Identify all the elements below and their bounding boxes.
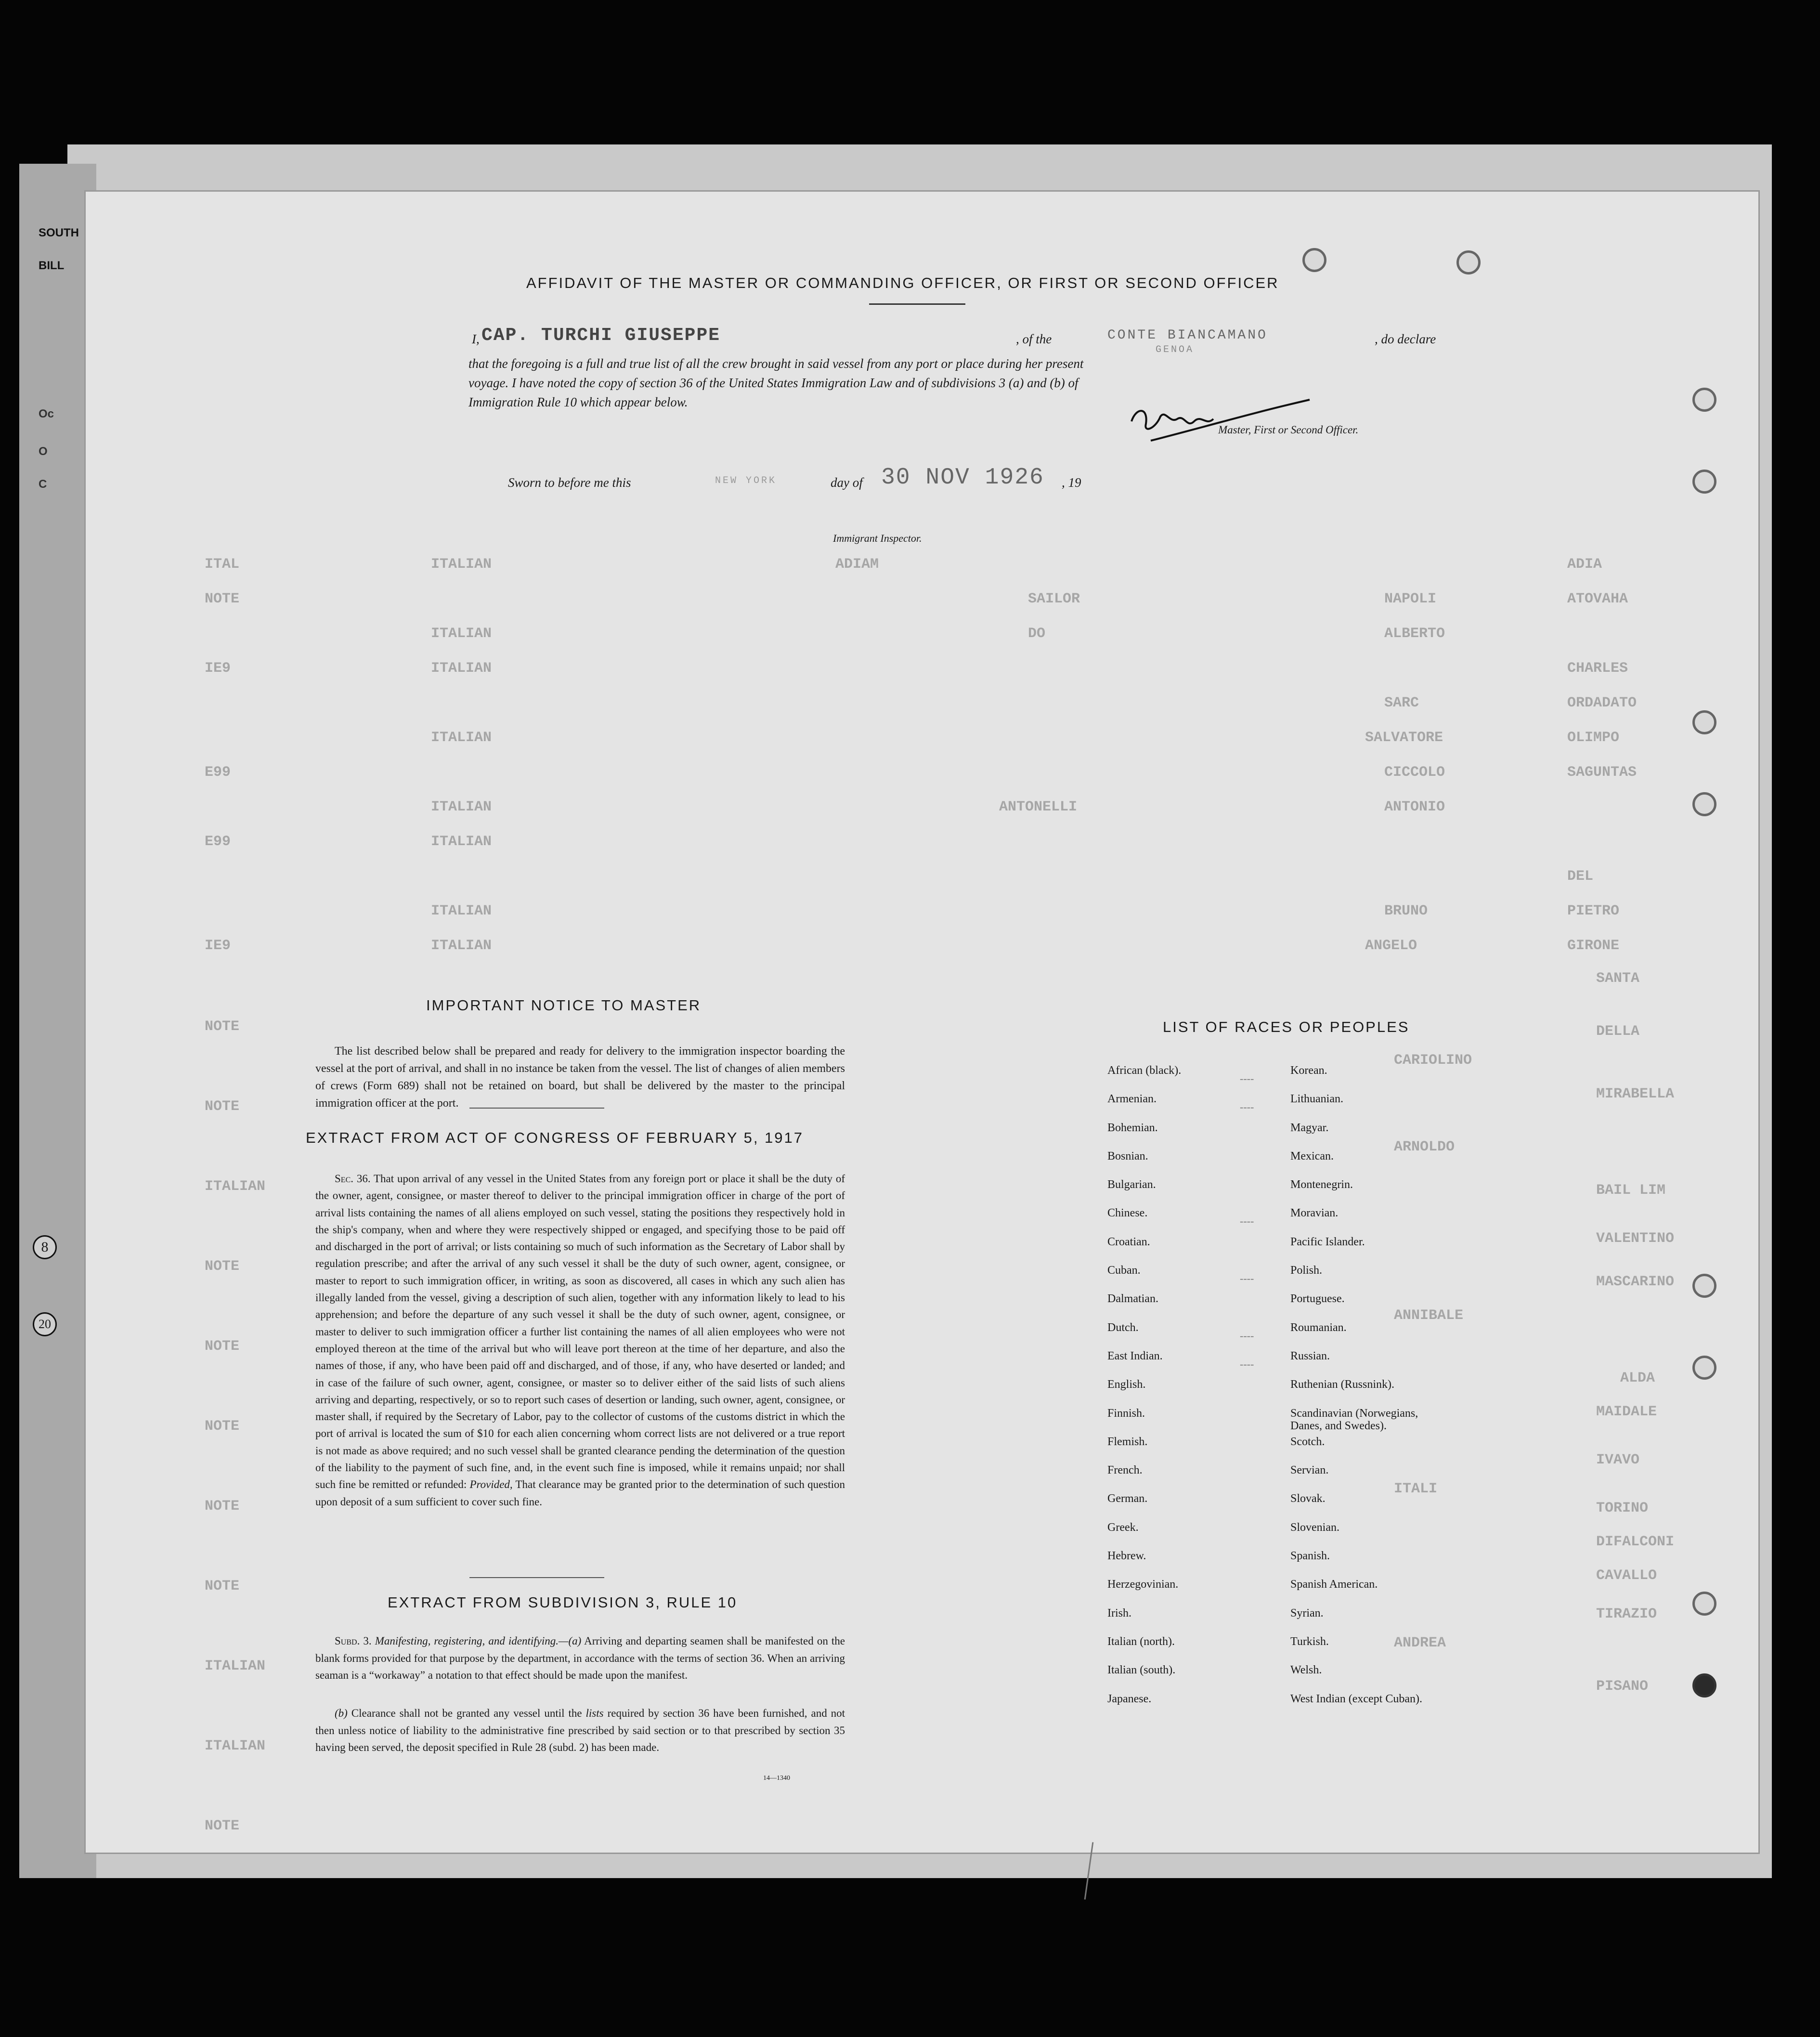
sworn-place-stamp: NEW YORK: [715, 475, 777, 486]
bleed-cell: OLIMPO: [1567, 730, 1620, 746]
bleed-cell: ITALIAN: [431, 799, 492, 815]
dash-mark: ----: [1240, 1358, 1254, 1370]
section-label: Sec. 36.: [335, 1173, 371, 1185]
race-item: Slovenian.: [1290, 1521, 1339, 1534]
vessel-name: CONTE BIANCAMANO: [1107, 328, 1268, 343]
left-edge-label: BILL: [39, 259, 65, 272]
race-item: Welsh.: [1290, 1664, 1322, 1677]
left-edge-label: O: [39, 445, 48, 458]
bleed-cell: DELLA: [1596, 1023, 1640, 1040]
day-of-label: day of: [831, 475, 863, 490]
race-item: Dalmatian.: [1107, 1293, 1158, 1306]
race-item: Russian.: [1290, 1349, 1330, 1362]
declaration-line-2: that the foregoing is a full and true list of all the crew brought in said vessel from any port or place during her present: [468, 356, 1084, 371]
declare-label: , do declare: [1375, 332, 1436, 346]
bleed-cell: ITALIAN: [205, 1658, 266, 1674]
race-item: Finnish.: [1107, 1407, 1145, 1420]
races-left-column: [1107, 1064, 1252, 1721]
race-item: Turkish.: [1290, 1635, 1329, 1648]
left-edge-label: C: [39, 478, 47, 491]
punch-hole: [1692, 792, 1716, 816]
para-b-label: (b): [335, 1707, 348, 1719]
bleed-cell: ANTONIO: [1384, 799, 1445, 815]
race-item: Hebrew.: [1107, 1550, 1146, 1563]
bleed-cell: NOTE: [205, 1258, 240, 1275]
race-item: Bohemian.: [1107, 1121, 1158, 1134]
race-item: Korean.: [1290, 1064, 1327, 1077]
bleed-cell: PISANO: [1596, 1678, 1649, 1695]
race-item: Chinese.: [1107, 1207, 1148, 1220]
bleed-cell: NOTE: [205, 1498, 240, 1515]
bleed-cell: ALDA: [1620, 1370, 1655, 1386]
dash-mark: ----: [1240, 1329, 1254, 1342]
bleed-cell: GIRONE: [1567, 938, 1620, 954]
race-dashes: [1240, 1064, 1288, 1378]
bleed-cell: E99: [205, 764, 231, 781]
bleed-cell: ANGELO: [1365, 938, 1417, 954]
bleed-cell: DO: [1028, 626, 1046, 642]
declaration-line-1: [472, 325, 1459, 355]
declaration-line-4: Immigration Rule 10 which appear below.: [468, 395, 688, 409]
sworn-line: [508, 465, 1182, 494]
notice-title: IMPORTANT NOTICE TO MASTER: [426, 997, 702, 1014]
affidavit-sheet: [84, 190, 1760, 1854]
race-item: German.: [1107, 1492, 1148, 1505]
section-rule: [469, 1108, 604, 1109]
section-rule: [469, 1577, 604, 1578]
race-item: Montenegrin.: [1290, 1178, 1353, 1191]
bleed-cell: NOTE: [205, 1578, 240, 1594]
bleed-cell: SALVATORE: [1365, 730, 1443, 746]
bleed-cell: SAILOR: [1028, 591, 1080, 607]
race-item: French.: [1107, 1464, 1143, 1477]
vessel-port: GENOA: [1156, 344, 1195, 355]
bleed-cell: DIFALCONI: [1596, 1534, 1675, 1550]
section-text-end: That clearance may be granted prior to the determination of such question upon deposit of a sum sufficient to cover such fine.: [315, 1478, 845, 1508]
punch-hole: [1692, 388, 1716, 412]
races-title: LIST OF RACES OR PEOPLES: [1163, 1018, 1410, 1035]
para-b-text-2: required by section 36 have been furnished, and not then unless notice of liability to the administrative fine prescribed by said section or to that prescribed by section 35 having been served, the deposit specified in Rule 28 (subd. 2) has been made.: [315, 1707, 845, 1753]
master-signature: [1122, 395, 1324, 448]
bleed-cell: ANTONELLI: [999, 799, 1078, 815]
bleed-cell: ITALIAN: [431, 660, 492, 677]
race-item: Spanish American.: [1290, 1578, 1378, 1591]
sworn-date-stamp: 30 NOV 1926: [881, 465, 1044, 491]
race-item: Italian (south).: [1107, 1664, 1176, 1677]
extract-rule-para-b: [315, 1705, 845, 1756]
race-item: Slovak.: [1290, 1492, 1326, 1505]
extract-rule-para-a: [315, 1632, 845, 1684]
dash-mark: ----: [1240, 1101, 1254, 1113]
bleed-cell: MASCARINO: [1596, 1274, 1675, 1290]
left-edge-labels: [39, 226, 87, 491]
bleed-cell: IE9: [205, 660, 231, 677]
extract-act-title: EXTRACT FROM ACT OF CONGRESS OF FEBRUARY 5, 1917: [306, 1129, 804, 1146]
race-item: Bulgarian.: [1107, 1178, 1156, 1191]
bleed-cell: ORDADATO: [1567, 695, 1637, 711]
dash-mark: [1240, 1122, 1288, 1150]
bleed-cell: SARC: [1384, 695, 1419, 711]
race-item: Roumanian.: [1290, 1321, 1347, 1334]
race-item: Mexican.: [1290, 1149, 1334, 1162]
bleed-lower-left: [205, 1018, 301, 1898]
affidavit-title: AFFIDAVIT OF THE MASTER OR COMMANDING OFFICER, OR FIRST OR SECOND OFFICER: [526, 274, 1279, 291]
race-item: Armenian.: [1107, 1093, 1157, 1106]
sworn-label: Sworn to before me this: [508, 475, 631, 490]
bleed-cell: NOTE: [205, 1418, 240, 1435]
dash-mark: [1240, 1293, 1288, 1321]
race-item: Herzegovinian.: [1107, 1578, 1179, 1591]
bleed-cell: ITALIAN: [431, 556, 492, 573]
race-item: Cuban.: [1107, 1264, 1141, 1277]
notice-text: The list described below shall be prepared and ready for delivery to the immigration inspector boarding the vessel at the port of arrival, and shall in no instance be taken from the vessel. The list of changes of alien members of crews (Form 689) shall not be retained on board, but shall be delivered by the master to the principal immigration officer at the port.: [315, 1045, 845, 1110]
race-item: Ruthenian (Russnink).: [1290, 1378, 1394, 1391]
margin-number: 8: [33, 1235, 57, 1259]
bleed-cell: CAVALLO: [1596, 1567, 1657, 1584]
race-item: Magyar.: [1290, 1121, 1329, 1134]
bleed-cell: NAPOLI: [1384, 591, 1437, 607]
dash-mark: ----: [1240, 1215, 1254, 1227]
dash-mark: [1240, 1178, 1288, 1207]
signature-role-label: Master, First or Second Officer.: [1218, 424, 1359, 436]
race-item: Servian.: [1290, 1464, 1329, 1477]
bleed-cell: ITALIAN: [431, 834, 492, 850]
bleed-cell: ADIAM: [835, 556, 879, 573]
subdivision-heading: Manifesting, registering, and identifying.—(a): [375, 1635, 582, 1647]
race-item: Syrian.: [1290, 1606, 1324, 1619]
race-item: Scandinavian (Norwegians, Danes, and Swedes).: [1290, 1407, 1418, 1432]
race-item: Pacific Islander.: [1290, 1235, 1365, 1248]
bleed-cell: ITALIAN: [431, 903, 492, 919]
races-right-column: [1290, 1064, 1497, 1721]
bleed-cell: PIETRO: [1567, 903, 1620, 919]
bleed-cell: ANDREA: [1394, 1635, 1446, 1651]
extract-rule-title: EXTRACT FROM SUBDIVISION 3, RULE 10: [388, 1594, 738, 1611]
bleed-cell: ANNIBALE: [1394, 1307, 1464, 1324]
bleed-cell: ITALIAN: [205, 1738, 266, 1754]
bleed-cell: E99: [205, 834, 231, 850]
para-b-text-1: Clearance shall not be granted any vessel until the: [351, 1707, 582, 1719]
bleed-cell: DEL: [1567, 868, 1594, 885]
bleed-cell: NOTE: [205, 1098, 240, 1115]
dash-mark: [1240, 1150, 1288, 1178]
para-a-text: Arriving and departing seamen shall be manifested on the blank forms provided for that purpose by the department, in accordance with the terms of section 36. When an arriving seaman is a “workaway” a notation to that effect should be made upon the manifest.: [315, 1635, 845, 1681]
punch-hole: [1692, 710, 1716, 734]
race-item: Irish.: [1107, 1606, 1131, 1619]
bleed-cell: VALENTINO: [1596, 1230, 1675, 1247]
race-item: Greek.: [1107, 1521, 1139, 1534]
bleed-cell: TIRAZIO: [1596, 1606, 1657, 1622]
bleed-cell: TORINO: [1596, 1500, 1649, 1516]
bleed-cell: BRUNO: [1384, 903, 1428, 919]
bleed-cell: NOTE: [205, 1818, 240, 1834]
of-the-label: , of the: [1016, 332, 1052, 346]
punch-hole: [1302, 248, 1326, 272]
provided-label: Provided,: [469, 1478, 513, 1491]
race-item: Scotch.: [1290, 1435, 1325, 1448]
form-number: 14—1340: [763, 1775, 790, 1782]
bleed-cell: ITALIAN: [431, 730, 492, 746]
race-item: Polish.: [1290, 1264, 1323, 1277]
bleed-cell: NOTE: [205, 1018, 240, 1035]
bleed-cell: ITALI: [1394, 1481, 1438, 1497]
bleed-cell: CICCOLO: [1384, 764, 1445, 781]
race-item: West Indian (except Cuban).: [1290, 1692, 1422, 1705]
bleed-cell: MIRABELLA: [1596, 1086, 1675, 1102]
title-rule: [869, 303, 965, 305]
dash-mark: ----: [1240, 1272, 1254, 1285]
bleed-cell: ALBERTO: [1384, 626, 1445, 642]
bleed-cell: NOTE: [205, 1338, 240, 1355]
margin-number: 20: [33, 1312, 57, 1336]
subdivision-label: Subd. 3.: [335, 1635, 372, 1647]
race-item: Japanese.: [1107, 1692, 1152, 1705]
punch-hole: [1692, 470, 1716, 494]
bleed-cell: ITALIAN: [431, 938, 492, 954]
bleed-cell: CHARLES: [1567, 660, 1628, 677]
race-item: African (black).: [1107, 1064, 1182, 1077]
left-edge-label: SOUTH: [39, 226, 79, 239]
bleed-cell: ITAL: [205, 556, 240, 573]
bleed-cell: IVAVO: [1596, 1452, 1640, 1468]
race-item: Croatian.: [1107, 1235, 1150, 1248]
left-edge-label: Oc: [39, 407, 54, 420]
race-item: English.: [1107, 1378, 1146, 1391]
race-item: Spanish.: [1290, 1550, 1330, 1563]
race-item: East Indian.: [1107, 1349, 1163, 1362]
bleed-cell: ADIA: [1567, 556, 1602, 573]
bleed-cell: BAIL LIM: [1596, 1182, 1666, 1199]
race-item: Moravian.: [1290, 1207, 1339, 1220]
bleed-cell: ITALIAN: [205, 1178, 266, 1195]
bleed-cell: NOTE: [205, 591, 240, 607]
race-item: Lithuanian.: [1290, 1093, 1343, 1106]
para-b-lists: lists: [585, 1707, 604, 1719]
immigrant-inspector-label: Immigrant Inspector.: [833, 532, 922, 544]
bleed-cell: ITALIAN: [431, 626, 492, 642]
dash-mark: ----: [1240, 1072, 1254, 1084]
race-item: Portuguese.: [1290, 1293, 1345, 1306]
declaration-line-3: voyage. I have noted the copy of section 36 of the United States Immigration Law and of subdivisions 3 (a) and (b) of: [468, 376, 1079, 390]
bleed-cell: MAIDALE: [1596, 1404, 1657, 1420]
race-item: Bosnian.: [1107, 1149, 1148, 1162]
bleed-cell: SANTA: [1596, 970, 1640, 987]
bleed-cell: ARNOLDO: [1394, 1139, 1455, 1155]
extract-act-text: [315, 1170, 845, 1510]
bleed-cell: IE9: [205, 938, 231, 954]
punch-hole: [1456, 250, 1481, 274]
master-name: CAP. TURCHI GIUSEPPE: [481, 325, 721, 346]
race-item: Flemish.: [1107, 1435, 1148, 1448]
bleed-cell: SAGUNTAS: [1567, 764, 1637, 781]
race-item: Dutch.: [1107, 1321, 1139, 1334]
section-text: That upon arrival of any vessel in the United States from any foreign port or place it shall be the duty of the owner, agent, consignee, or master thereof to deliver to the principal immigration officer in charge of the port of arrival lists containing the names of all aliens employed on such vessel, stating the positions they respectively hold in the ship's company, when and where they were respectively shipped or engaged, and specifying those to be paid off and discharged in the port of arrival; or lists containing so much of such information as the Secretary of Labor shall by regulation prescribe; and after the arrival of any such vessel it shall be the duty of such owner, agent, consignee, or master to report to such immigration officer, in writing, as soon as discovered, all cases in which any such alien has illegally landed from the vessel, giving a description of such alien, together with any information likely to lead to his apprehension; and before the departure of any such vessel it shall be the duty of such owner, agent, consignee, or master to deliver to such immigration officer a further list containing the names of all alien employees who were not employed thereon at the time of the arrival but who will leave port thereon at the time of her departure, and also the names of those, if any, who have been paid off and discharged, and of those, if any, who have deserted or landed; and in case of the failure of such owner, agent, consignee, or master so to deliver either of the said lists of such aliens arriving and departing, respectively, or so to report such cases of desertion or landing, such owner, agent, consignee, or master shall, if required by the Secretary of Labor, pay to the collector of customs of the customs district in which the port of arrival is located the sum of $10 for each alien concerning whom correct lists are not delivered or a true report is not made as above required; and no such vessel shall be granted clearance pending the determination of the question of the liability to the payment of such fine, and, in the event such fine is imposed, while it remains unpaid; nor shall such fine be remitted or refunded:: [315, 1173, 845, 1491]
dash-mark: [1240, 1236, 1288, 1264]
race-item: Italian (north).: [1107, 1635, 1175, 1648]
i-label: I,: [472, 332, 480, 346]
bleed-cell: ATOVAHA: [1567, 591, 1628, 607]
bleed-cell: CARIOLINO: [1394, 1052, 1472, 1069]
year-prefix-label: , 19: [1062, 475, 1081, 490]
